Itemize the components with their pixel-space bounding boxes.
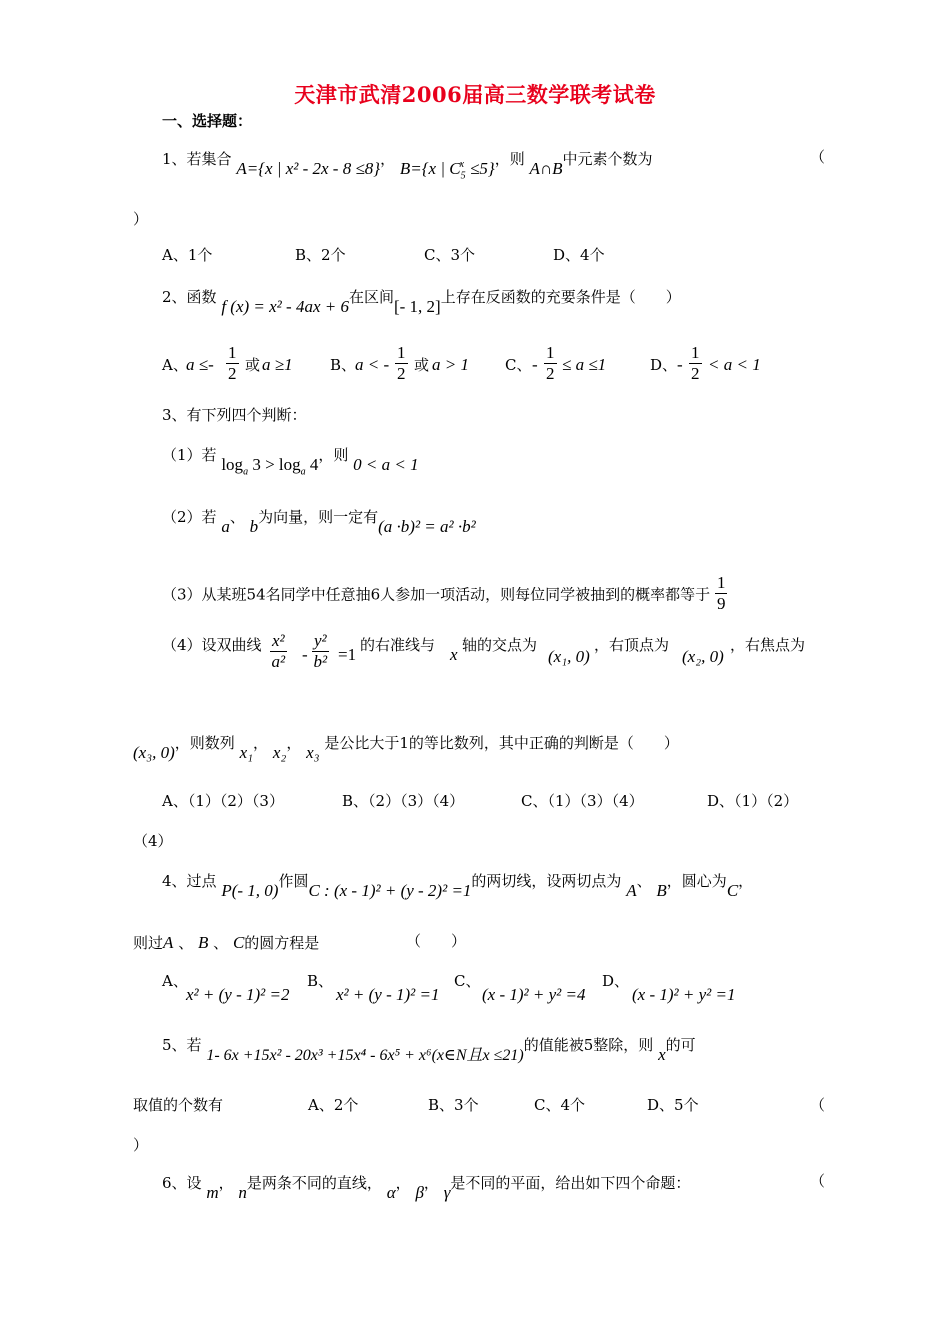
log-c: 4 bbox=[309, 455, 319, 474]
fraction-denominator: 2 bbox=[228, 363, 237, 383]
q5-option-b: B、3个 bbox=[428, 1096, 479, 1114]
q4-option-c-math: (x - 1)² + y² =4 bbox=[482, 985, 586, 1004]
q2-option-b-or: 或 bbox=[414, 356, 430, 374]
j4-point-2: (x₂, 0) bbox=[682, 647, 724, 666]
q4-line2-b: B bbox=[197, 933, 209, 952]
q2-interval: [- 1, 2] bbox=[393, 297, 441, 316]
q6-comma-3: ， bbox=[423, 1174, 439, 1192]
q2-option-b-fraction bbox=[395, 344, 408, 383]
q2-option-c-math2: ≤ a ≤1 bbox=[562, 355, 607, 374]
q2-option-d-label: D、 bbox=[650, 356, 678, 374]
fraction-denominator: b² bbox=[313, 651, 328, 671]
fraction-numerator: 1 bbox=[716, 573, 726, 592]
q6-line-n: n bbox=[238, 1183, 247, 1202]
q6-stem: 6、设 bbox=[162, 1174, 202, 1192]
q4-line2-sep1: 、 bbox=[178, 934, 194, 952]
q2-option-c-label: C、 bbox=[505, 356, 532, 374]
page-title: 天津市武清2006届高三数学联考试卷 bbox=[294, 82, 656, 107]
fraction-denominator: 2 bbox=[691, 363, 700, 383]
q4-point-c: C bbox=[726, 881, 739, 900]
q6-paren-left: （ bbox=[810, 1172, 826, 1190]
q1-set-b-main: B={x | C bbox=[399, 159, 461, 178]
j4-text-e: ，右焦点为 bbox=[730, 636, 806, 654]
j4-text-c: 轴的交点为 bbox=[462, 636, 538, 654]
q4-line2-c: C bbox=[232, 933, 245, 952]
question-6 bbox=[162, 1174, 691, 1202]
q6-tail: 是不同的平面，给出如下四个命题： bbox=[450, 1174, 691, 1192]
j4-text-g: 是公比大于1的等比数列，其中正确的判断是（ ） bbox=[324, 734, 679, 752]
q2-option-b-math1: a < - bbox=[355, 355, 390, 374]
j4-x: x bbox=[450, 645, 458, 664]
j4-comma-2: ， bbox=[286, 734, 302, 752]
q3-option-d-wrap: （4） bbox=[133, 832, 173, 850]
q5-stem: 5、若 bbox=[162, 1036, 202, 1054]
q4-option-a-math: x² + (y - 1)² =2 bbox=[186, 985, 290, 1004]
fraction-numerator: 1 bbox=[397, 343, 406, 362]
q1-option-a: A、1个 bbox=[162, 246, 213, 264]
q4-option-b-label: B、 bbox=[307, 972, 334, 990]
j2-vector-b: b bbox=[249, 517, 259, 536]
q4-tail: 的两切线，设两切点为 bbox=[471, 872, 622, 890]
q4-option-a-label: A、 bbox=[162, 972, 188, 990]
q4-option-d-math: (x - 1)² + y² =1 bbox=[632, 985, 736, 1004]
q5-tail2: 的可 bbox=[665, 1036, 696, 1054]
q4-tail2: ，圆心为 bbox=[666, 872, 727, 890]
j4-x2: x₂ bbox=[272, 743, 287, 762]
q4-paren: （ ） bbox=[406, 932, 467, 950]
q2-option-a-fraction bbox=[226, 344, 239, 383]
j4-text-b: 的右准线与 bbox=[360, 636, 436, 654]
q2-option-a-or: 或 bbox=[245, 356, 261, 374]
log-b: 3 > log bbox=[252, 455, 301, 474]
q4-line2-text: 的圆方程是 bbox=[244, 934, 320, 952]
j4-point-3: (x₃, 0) bbox=[133, 743, 175, 762]
j1-result: 0 < a < 1 bbox=[353, 455, 419, 474]
q3-judgement-2 bbox=[162, 508, 476, 536]
q4-tail3: ， bbox=[738, 872, 754, 890]
fraction-denominator: 2 bbox=[397, 363, 406, 383]
log-a: log bbox=[221, 455, 244, 474]
q2-option-a-math2: a ≥1 bbox=[262, 355, 293, 374]
q4-line2-prefix: 则过 bbox=[133, 934, 164, 952]
j4-point-1: (x₁, 0) bbox=[548, 647, 590, 666]
section-heading: 一、选择题： bbox=[162, 112, 253, 130]
q2-option-b-math2: a > 1 bbox=[432, 355, 469, 374]
fraction-numerator: y² bbox=[314, 631, 327, 650]
j4-text-f: ，则数列 bbox=[174, 734, 235, 752]
fraction-numerator: 1 bbox=[228, 343, 237, 362]
j1-prefix: （1）若 bbox=[162, 446, 217, 464]
fraction-denominator: a² bbox=[271, 651, 286, 671]
q3-judgement-3 bbox=[162, 573, 727, 615]
q6-plane-gamma: γ bbox=[443, 1183, 451, 1202]
q4-stem: 4、过点 bbox=[162, 872, 217, 890]
q2-tail: 上存在反函数的充要条件是（ ） bbox=[440, 288, 681, 306]
q4-point-p: P(- 1, 0) bbox=[221, 881, 279, 900]
q6-plane-alpha: α bbox=[386, 1183, 396, 1202]
q4-line2-a: A bbox=[163, 933, 174, 952]
q2-option-d-fraction bbox=[689, 344, 702, 383]
q2-option-d-math2: < a < 1 bbox=[708, 355, 761, 374]
q3-judgement-4-cont bbox=[133, 734, 679, 762]
question-1 bbox=[162, 150, 653, 182]
q2-option-d-math1: - bbox=[677, 355, 683, 374]
q4-point-a: A bbox=[626, 881, 637, 900]
q1-paren-left: （ bbox=[810, 148, 826, 166]
q1-stem: 1、若集合 bbox=[162, 150, 232, 168]
q2-option-c-fraction bbox=[544, 344, 557, 383]
q1-set-a: A={x | x² - 2x - 8 ≤8} bbox=[236, 159, 381, 178]
j2-mid: 为向量，则一定有 bbox=[258, 508, 379, 526]
fraction-numerator: 1 bbox=[546, 343, 555, 362]
j3-text: （3）从某班54名同学中任意抽6人参加一项活动，则每位同学被抽到的概率都等于 bbox=[162, 585, 711, 604]
q4-option-b-math: x² + (y - 1)² =1 bbox=[336, 985, 440, 1004]
j4-equals: =1 bbox=[338, 645, 357, 664]
q6-comma-2: ， bbox=[395, 1174, 411, 1192]
fraction-denominator: 2 bbox=[546, 363, 555, 383]
j4-x3: x₃ bbox=[306, 743, 320, 762]
fraction-numerator: x² bbox=[272, 631, 285, 650]
q5-option-d: D、5个 bbox=[647, 1096, 699, 1114]
q1-set-b: B={x | $C_5^x \le 5$} bbox=[399, 159, 495, 182]
q3-stem: 3、有下列四个判断： bbox=[162, 406, 307, 424]
q1-paren-right: ） bbox=[133, 210, 149, 228]
q5-tail: 的值能被5整除，则 bbox=[523, 1036, 654, 1054]
q6-mid: 是两条不同的直线， bbox=[246, 1174, 382, 1192]
q1-option-b: B、2个 bbox=[295, 246, 346, 264]
q2-option-a-math1: a ≤- bbox=[186, 355, 214, 374]
j2-vector-a: a bbox=[221, 517, 230, 536]
q4-sep: 、 bbox=[636, 872, 652, 890]
j3-fraction bbox=[715, 574, 728, 613]
fraction-numerator: 1 bbox=[691, 343, 700, 362]
q4-line2-sep2: 、 bbox=[213, 934, 229, 952]
j1-then: ，则 bbox=[318, 446, 349, 464]
j1-log-expr: $\log_a 3 > \log_a 4$ bbox=[221, 455, 319, 478]
question-2 bbox=[162, 288, 681, 316]
fraction-denominator: 9 bbox=[716, 593, 726, 613]
j4-fraction-y bbox=[312, 632, 329, 671]
j4-fraction-x bbox=[270, 632, 287, 671]
question-4 bbox=[162, 872, 754, 900]
q2-stem: 2、函数 bbox=[162, 288, 217, 306]
q3-option-a: A、（1）（2）（3） bbox=[162, 792, 284, 810]
q4-option-d-label: D、 bbox=[602, 972, 630, 990]
q1-option-d: D、4个 bbox=[553, 246, 605, 264]
q4-line-2 bbox=[133, 934, 319, 951]
j4-minus: - bbox=[302, 645, 308, 664]
q2-option-a-label: A、 bbox=[162, 356, 188, 374]
j4-x1: x₁ bbox=[239, 743, 254, 762]
q1-intersection: A∩B bbox=[529, 159, 563, 178]
q4-option-c-label: C、 bbox=[454, 972, 481, 990]
q3-option-c: C、（1）（3）（4） bbox=[521, 792, 644, 810]
q3-judgement-1 bbox=[162, 446, 419, 478]
q5-polynomial: 1- 6x +15x² - 20x³ +15x⁴ - 6x⁵ + x⁶(x∈N且x ≤21) bbox=[206, 1047, 524, 1064]
q4-mid: 作圆 bbox=[278, 872, 309, 890]
q6-comma-1: ， bbox=[218, 1174, 234, 1192]
j4-prefix: （4）设双曲线 bbox=[162, 636, 262, 654]
q5-paren-right: ） bbox=[133, 1136, 149, 1154]
q1-option-c: C、3个 bbox=[424, 246, 476, 264]
q1-set-b-rest: ≤5} bbox=[470, 159, 495, 178]
q4-circle: C : (x - 1)² + (y - 2)² =1 bbox=[308, 881, 472, 900]
q5-line-2: 取值的个数有 bbox=[133, 1096, 224, 1114]
q6-line-m: m bbox=[206, 1183, 219, 1202]
q5-option-a: A、2个 bbox=[308, 1096, 359, 1114]
j2-prefix: （2）若 bbox=[162, 508, 217, 526]
q2-option-b-label: B、 bbox=[330, 356, 357, 374]
q2-mid: 在区间 bbox=[348, 288, 394, 306]
question-5 bbox=[162, 1036, 696, 1064]
j2-formula: (a ·b)² = a² ·b² bbox=[378, 517, 476, 536]
q1-tail: 中元素个数为 bbox=[562, 150, 653, 168]
q5-option-c: C、4个 bbox=[534, 1096, 586, 1114]
q2-function: f (x) = x² - 4ax + 6 bbox=[221, 297, 349, 316]
j4-comma-1: ， bbox=[253, 734, 269, 752]
q1-mid: ，则 bbox=[494, 150, 525, 168]
q5-x: x bbox=[658, 1045, 666, 1064]
q6-plane-beta: β bbox=[415, 1183, 424, 1202]
j4-text-d: ，右顶点为 bbox=[594, 636, 670, 654]
q1-sep: ， bbox=[380, 150, 396, 168]
q4-point-b: B bbox=[656, 881, 667, 900]
q3-option-b: B、（2）（3）（4） bbox=[342, 792, 465, 810]
q5-paren-left: （ bbox=[810, 1096, 826, 1114]
j2-sep: 、 bbox=[229, 508, 245, 526]
q3-option-d: D、（1）（2） bbox=[707, 792, 799, 810]
q2-option-c-math1: - bbox=[532, 355, 538, 374]
